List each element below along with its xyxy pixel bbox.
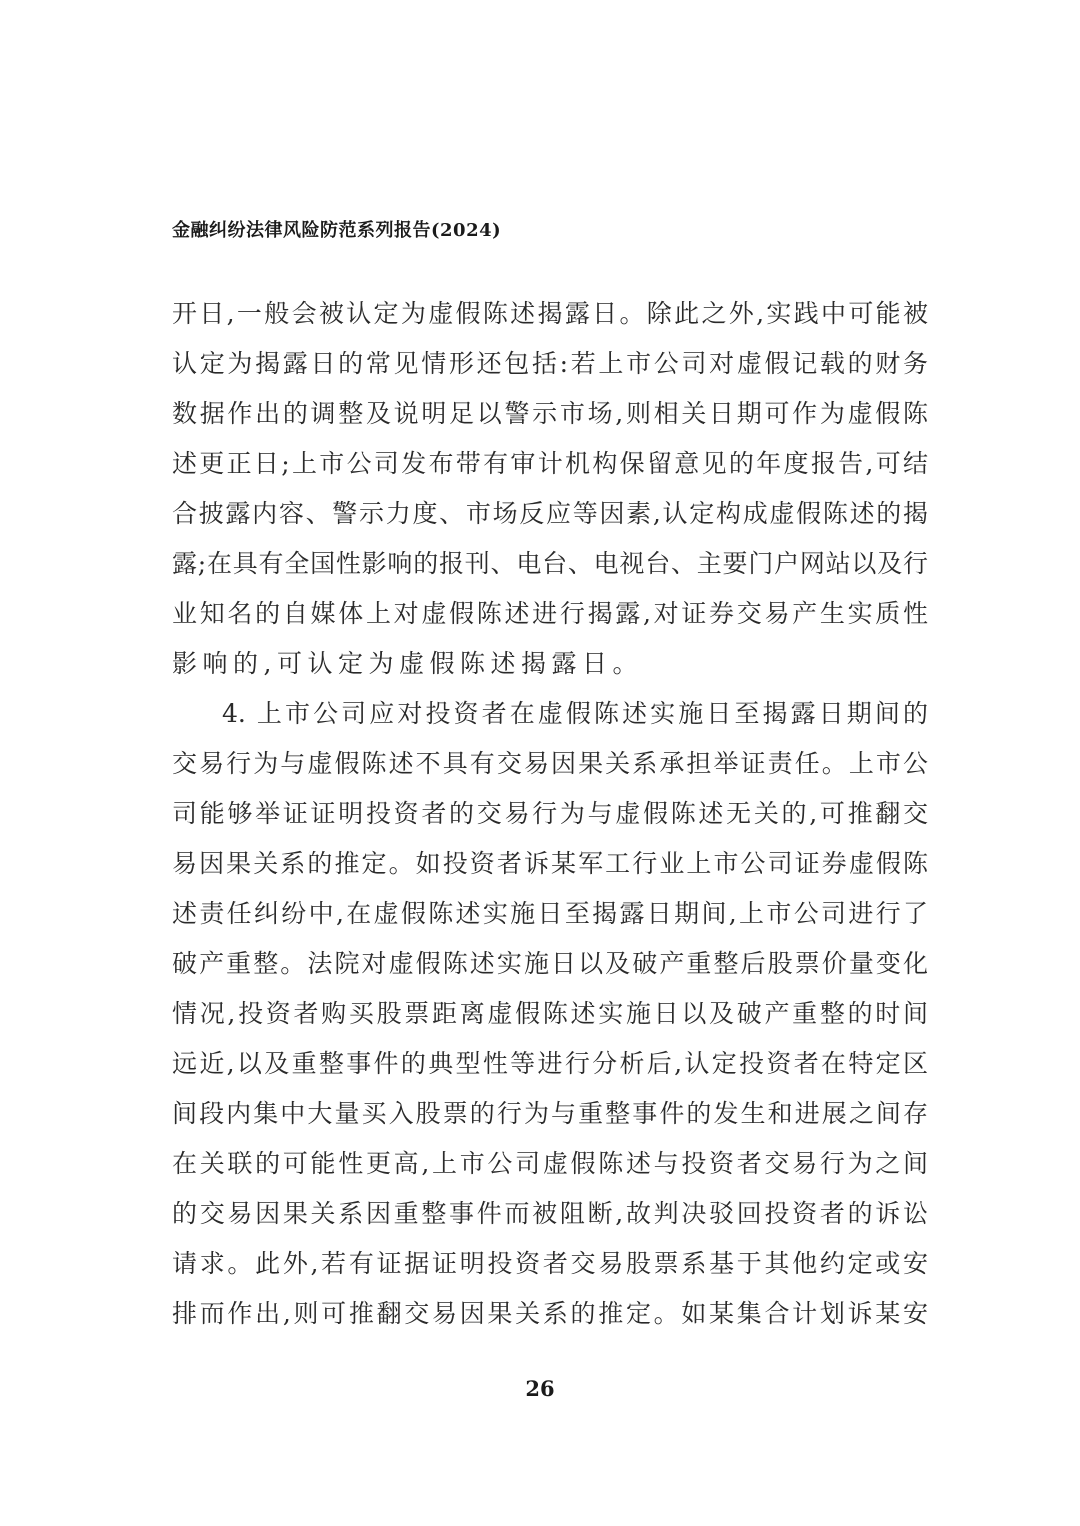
- text-line: 在关联的可能性更高,上市公司虚假陈述与投资者交易行为之间: [172, 1149, 928, 1178]
- text-line: 交易行为与虚假陈述不具有交易因果关系承担举证责任。上市公: [172, 749, 928, 778]
- text-line: 易因果关系的推定。如投资者诉某军工行业上市公司证券虚假陈: [172, 849, 928, 878]
- text-line: 露;在具有全国性影响的报刊、电台、电视台、主要门户网站以及行: [172, 549, 928, 578]
- text-line: 述更正日;上市公司发布带有审计机构保留意见的年度报告,可结: [172, 449, 928, 478]
- text-line: 破产重整。法院对虚假陈述实施日以及破产重整后股票价量变化: [172, 949, 928, 978]
- text-line: 请求。此外,若有证据证明投资者交易股票系基于其他约定或安: [172, 1249, 928, 1278]
- text-line: 司能够举证证明投资者的交易行为与虚假陈述无关的,可推翻交: [172, 799, 928, 828]
- text-line: 远近,以及重整事件的典型性等进行分析后,认定投资者在特定区: [172, 1049, 928, 1078]
- paragraph: [172, 289, 928, 689]
- text-line: 排而作出,则可推翻交易因果关系的推定。如某集合计划诉某安: [172, 1299, 928, 1328]
- text-line: 合披露内容、警示力度、市场反应等因素,认定构成虚假陈述的揭: [172, 499, 928, 528]
- page-number: 26: [525, 1376, 555, 1401]
- text-line: 述责任纠纷中,在虚假陈述实施日至揭露日期间,上市公司进行了: [172, 899, 928, 928]
- text-line: 间段内集中大量买入股票的行为与重整事件的发生和进展之间存: [172, 1099, 928, 1128]
- document-body: [172, 289, 928, 1339]
- text-line: 认定为揭露日的常见情形还包括:若上市公司对虚假记载的财务: [172, 349, 928, 378]
- running-header: 金融纠纷法律风险防范系列报告(2024): [172, 220, 502, 241]
- text-line: 影响的,可认定为虚假陈述揭露日。: [172, 649, 643, 678]
- text-line: 业知名的自媒体上对虚假陈述进行揭露,对证券交易产生实质性: [172, 599, 928, 628]
- text-line: 的交易因果关系因重整事件而被阻断,故判决驳回投资者的诉讼: [172, 1199, 928, 1228]
- paragraph: [172, 689, 928, 1339]
- text-line: 4. 上市公司应对投资者在虚假陈述实施日至揭露日期间的: [222, 699, 928, 728]
- text-line: 情况,投资者购买股票距离虚假陈述实施日以及破产重整的时间: [172, 999, 928, 1028]
- text-line: 开日,一般会被认定为虚假陈述揭露日。除此之外,实践中可能被: [172, 299, 928, 328]
- text-line: 数据作出的调整及说明足以警示市场,则相关日期可作为虚假陈: [172, 399, 928, 428]
